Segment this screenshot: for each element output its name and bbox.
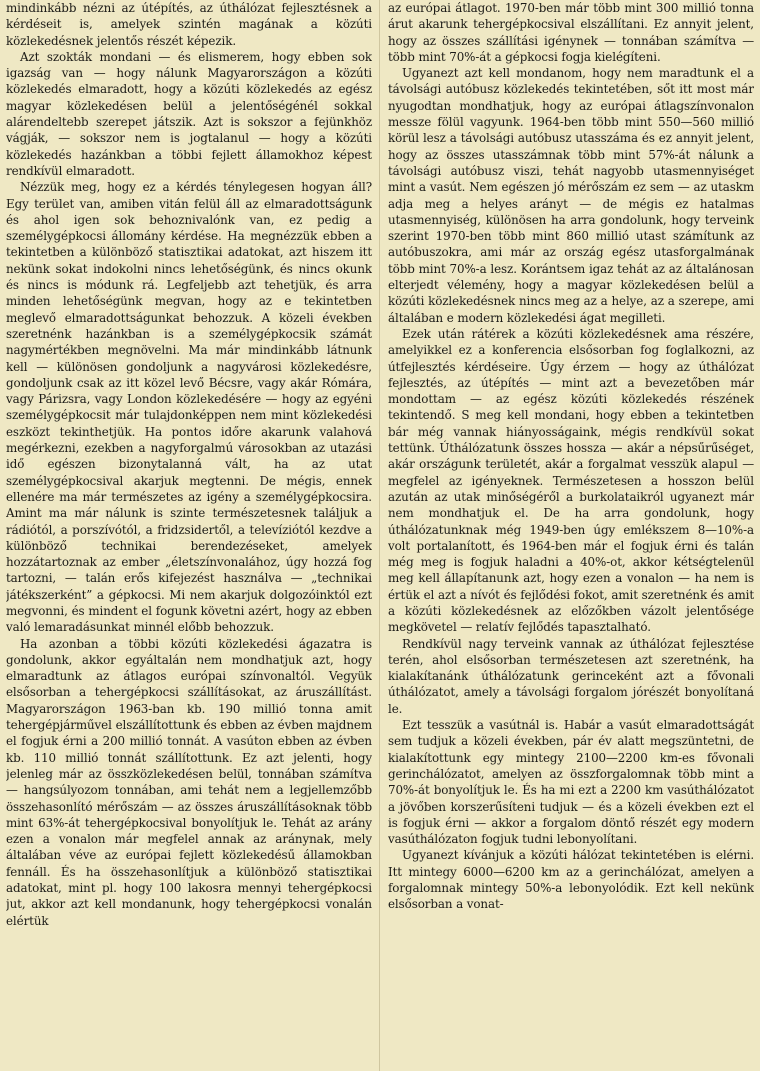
paragraph: Azt szokták mondani — és elismerem, hogy ebben sok igazság van — hogy nálunk Magyarországon a közúti közlekedés elmaradott, hogy a közúti közlekedés az egész magyar közlekedésen belül a jelentőségénél sokkal alárendeltebb szerepet játszik. Azt is sokszor a fejünkhöz vágják, — sokszor nem is jogtalanul — hogy a közúti közlekedés hazánkban a többi fejlett államokhoz képest rendkívül elmaradott. xyxy=(6,49,372,178)
right-column xyxy=(388,0,754,1071)
left-column xyxy=(6,0,372,1071)
paragraph: Ha azonban a többi közúti közlekedési ágazatra is gondolunk, akkor egyáltalán nem mondhatjuk azt, hogy elmaradtunk az átlagos európai színvonaltól. Vegyük elsősorban a tehergépkocsi szállításokat, az áruszállítást. Magyarországon 1963-ban kb. 190 millió tonna amit tehergépjárművel elszállítottunk és ebben az évben majdnem el fogjuk érni a 200 millió tonnát. A vasúton ebben az évben kb. 110 millió tonnát szállítottunk. Ez azt jelenti, hogy jelenleg már az összközlekedésen belül, tonnában számítva — hangsúlyozom tonnában, ami tehát nem a legjellemzőbb összehasonlító mérőszám — az összes áruszállításoknak több mint 63%-át tehergépkocsival bonyolítjuk le. Tehát az arány ezen a vonalon már megfelel annak az aránynak, mely általában véve az európai fejlett közlekedésű államokban fennáll. És ha összehasonlítjuk a különböző statisztikai adatokat, mint pl. hogy 100 lakosra mennyi tehergépkocsi jut, akkor azt kell mondanunk, hogy tehergépkocsi vonalán elértük xyxy=(6,636,372,928)
column-divider xyxy=(379,0,380,1071)
paragraph: Ugyanezt azt kell mondanom, hogy nem maradtunk el a távolsági autóbusz közlekedés tekintetében, sőt itt most már nyugodtan mondhatjuk, hogy az európai átlagszínvonalon messze fölül vagyunk. 1964-ben több mint 550—560 millió körül lesz a távolsági autóbusz utasszáma és ez annyit jelent, hogy az összes utasszámnak több mint 57%-át nálunk a távolsági autóbusz viszi, tehát nagyobb utasmennyiséget mint a vasút. Nem egészen jó mérőszám ez sem — az utaskm adja meg a helyes arányt — de mégis ez hatalmas utasmennyiség, különösen ha arra gondolunk, hogy terveink szerint 1970-ben több mint 860 millió utast számítunk az autóbuszokra, ami már az ország egész utasforgalmának több mint 70%-a lesz. Korántsem igaz tehát az az általánosan elterjedt vélemény, hogy a magyar közlekedésen belül a közúti közlekedésnek nincs meg az a helye, az a szerepe, ami általában e modern közlekedési ágat megilleti. xyxy=(388,66,754,325)
paragraph: mindinkább nézni az útépítés, az úthálózat fejlesztésnek a kérdéseit is, amelyek szintén magának a közúti közlekedésnek jelentős részét képezik. xyxy=(6,1,372,48)
paragraph: Ugyanezt kívánjuk a közúti hálózat tekintetében is elérni. Itt mintegy 6000—6200 km az a gerinchálózat, amelyen a forgalomnak mintegy 50%-a lebonyolódik. Ezt kell nekünk elsősorban a vonat- xyxy=(388,848,754,912)
paragraph: Nézzük meg, hogy ez a kérdés ténylegesen hogyan áll? Egy terület van, amiben vitán felül áll az elmaradottságunk és ahol igen sok behoznivalónk van, ez pedig a személygépkocsi állomány kérdése. Ha megnézzük ebben a tekintetben a különböző statisztikai adatokat, azt hiszem itt nekünk sokat indokolni nincs lehetőségünk, és nincs okunk és nincs is módunk rá. Legfeljebb azt tehetjük, és arra minden lehetőségünk megvan, hogy az e tekintetben meglevő elmaradottságunkat behozzuk. A közeli években szeretnénk hazánkban is a személygépkocsik számát nagymértékben megnövelni. Ma már mindinkább látnunk kell — különösen gondoljunk a nagyvárosi közlekedésre, gondoljunk csak az itt közel levő Bécsre, vagy akár Rómára, vagy Párizsra, vagy London közlekedésére — hogy az egyéni személygépkocsit már tulajdonképpen nem mint közlekedési eszközt tekinthetjük. Ha pontos időre akarunk valahová megérkezni, ezekben a nagyforgalmú városokban az utazási idő egészen bizonytalanná vált, ha az utat személygépkocsival akarjuk megtenni. De mégis, ennek ellenére ma már természetes az igény a személygépkocsira. Amint ma már nálunk is szinte természetesnek találjuk a rádiótól, a porszívótól, a fridzsidertől, a televíziótól kezdve a különböző technikai berendezéseket, amelyek hozzátartoznak az ember „életszínvonalához, úgy hozzá fog tartozni, — talán erős kifejezést használva — „technikai játékszerként” a gépkocsi. Mi nem akarjuk dolgozóinktól ezt megvonni, és mindent el fogunk követni azért, hogy az ebben való lemaradásunkat minnél előbb behozzuk. xyxy=(6,180,372,635)
paragraph: az európai átlagot. 1970-ben már több mint 300 millió tonna árut akarunk tehergépkocsival elszállítani. Ez annyit jelent, hogy az összes szállítási igénynek — tonnában számítva — több mint 70%-át a gépkocsi fogja kielégíteni. xyxy=(388,1,754,64)
paragraph: Ezek után rátérek a közúti közlekedésnek ama részére, amelyikkel ez a konferencia elsősorban fog foglalkozni, az útfejlesztés kérdéseire. Úgy érzem — hogy az úthálózat fejlesztés, az útépítés — mint azt a bevezetőben már mondottam — az egész közúti közlekedés részének tekintendő. S meg kell mondani, hogy ebben a tekintetben bár még vannak hiányosságaink, mégis rendkívül sokat tettünk. Úthálózatunk összes hossza — akár a népsűrűséget, akár országunk területét, akár a forgalmat vesszük alapul — megfelel az igényeknek. Természetesen a hosszon belül azután az utak minőségéről a burkolataikról ugyanezt már nem mondhatjuk el. De ha arra gondolunk, hogy úthálózatunknak még 1949-ben úgy emlékszem 8—10%-a volt portalanított, és 1964-ben már el fogjuk érni és talán még meg is fogjuk haladni a 40%-ot, akkor kétségtelenül meg kell állapítanunk azt, hogy ezen a vonalon — ha nem is értük el azt a nívót és fejlődési fokot, amit szeretnénk és amit a közúti közlekedésnek az előzőkben vázolt jelentősége megkövetel — relatív fejlődés tapasztalható. xyxy=(388,326,754,635)
paragraph: Rendkívül nagy terveink vannak az úthálózat fejlesztése terén, ahol elsősorban természetesen azt szeretnénk, ha kialakítanánk úthálózatunk gerinceként azt a fővonali úthálózatot, amely a távolsági forgalom jórészét bonyolítaná le. xyxy=(388,636,754,716)
paragraph: Ezt tesszük a vasútnál is. Habár a vasút elmaradottságát sem tudjuk a közeli években, pár év alatt megszüntetni, de kialakítottunk egy mintegy 2100—2200 km-es fővonali gerinchálózatot, amelyen az összforgalomnak több mint a 70%-át bonyolítjuk le. És ha mi ezt a 2200 km vasúthálózatot a jövőben korszerűsíteni tudjuk — és a közeli években ezt el is fogjuk érni — akkor a forgalom döntő részét egy modern vasúthálózaton fogjuk tudni lebonyolítani. xyxy=(388,718,754,847)
